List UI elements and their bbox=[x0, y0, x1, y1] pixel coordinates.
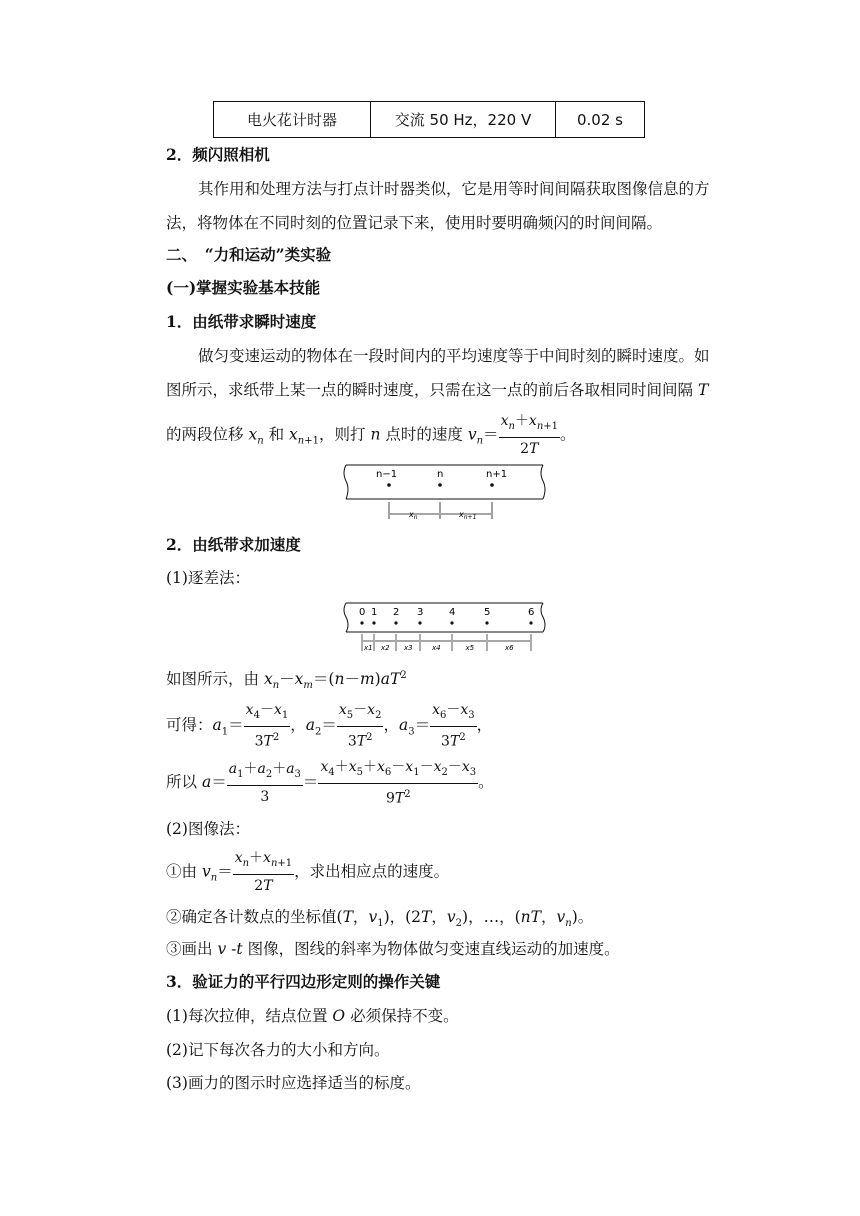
velocity-formula: $\frac{x_n+x_{n+1}}{2T}$ bbox=[500, 413, 559, 457]
paragraph-line: 的两段位移 $x_n$ 和 $x_{n+1}$，则打 n 点时的速度 $v_n=$ $\frac{x_n+x_{n+1}}{2T}$ 。 bbox=[166, 411, 576, 460]
segment-label: $x_{n+1}$ bbox=[459, 510, 477, 521]
timer-name-cell: 电火花计时器 bbox=[214, 102, 371, 138]
paragraph-line: 做匀变速运动的物体在一段时间内的平均速度等于中间时刻的瞬时速度。如 bbox=[198, 347, 710, 365]
section-title-camera: 2．频闪照相机 bbox=[166, 145, 270, 164]
tape-dot bbox=[372, 621, 375, 624]
point-label: 2 bbox=[393, 607, 400, 618]
tape-dot bbox=[438, 483, 442, 487]
point-label: 3 bbox=[417, 607, 424, 618]
segment-label: x1 bbox=[364, 644, 373, 652]
tape-dot bbox=[490, 483, 494, 487]
step-line: ②确定各计数点的坐标值(T，$v_1$)，(2T，$v_2$)，…，(nT，$v_n$)。 bbox=[166, 908, 594, 930]
list-item: (3)画力的图示时应选择适当的标度。 bbox=[166, 1074, 421, 1092]
power-cell: 交流 50 Hz，220 V bbox=[371, 102, 556, 138]
section-title-parallelogram: 3．验证力的平行四边形定则的操作关键 bbox=[166, 972, 441, 991]
point-label: n−1 bbox=[376, 469, 398, 480]
tape-dot bbox=[450, 621, 453, 624]
point-label: 4 bbox=[449, 607, 456, 618]
paragraph-line: 其作用和处理方法与打点计时器类似，它是用等时间间隔获取图像信息的方 bbox=[198, 180, 710, 198]
tape-diagram-successive-difference bbox=[342, 599, 547, 657]
segment-label: x4 bbox=[432, 644, 441, 652]
period-cell: 0.02 s bbox=[556, 102, 645, 138]
point-label: 6 bbox=[528, 607, 535, 618]
section-title-acceleration: 2．由纸带求加速度 bbox=[166, 535, 301, 554]
part-title: 二、 “力和运动”类实验 bbox=[166, 245, 332, 264]
section-title-instant-velocity: 1．由纸带求瞬时速度 bbox=[166, 312, 317, 331]
tape-dot bbox=[394, 621, 397, 624]
segment-label: x5 bbox=[465, 644, 475, 652]
point-label: 5 bbox=[484, 607, 491, 618]
step-line: ③画出 v -t 图像，图线的斜率为物体做匀变速直线运动的加速度。 bbox=[166, 940, 620, 958]
segment-label: $x_n$ bbox=[409, 510, 418, 521]
list-item: (1)每次拉伸，结点位置 O 必须保持不变。 bbox=[166, 1007, 459, 1025]
segment-label: x6 bbox=[505, 644, 514, 652]
tape-diagram-instant bbox=[342, 461, 547, 523]
subsection-title: (一)掌握实验基本技能 bbox=[166, 278, 321, 297]
point-label: n+1 bbox=[486, 469, 508, 480]
equation-line: 可得：$a_1=$ $\frac{x_4-x_1}{3T^2}$ ，$a_2=$ $\frac{x_5-x_2}{3T^2}$ ，$a_3=$ $\frac{x_6-x_3}{3T^2}$ ， bbox=[166, 702, 493, 750]
table-row bbox=[214, 102, 645, 138]
equation-line: 如图所示，由 $x_n-x_m=(n-m)aT^2$ bbox=[166, 669, 407, 692]
paragraph-line: 图所示，求纸带上某一点的瞬时速度，只需在这一点的前后各取相同时间间隔 T bbox=[166, 381, 709, 399]
tape-dot bbox=[485, 621, 488, 624]
paragraph-line: 法，将物体在不同时刻的位置记录下来，使用时要明确频闪的时间间隔。 bbox=[166, 214, 663, 232]
tape-dot bbox=[418, 621, 421, 624]
point-label: 1 bbox=[371, 607, 378, 618]
tape-dot bbox=[387, 483, 391, 487]
equation-line: 所以 a＝ $\frac{a_1+a_2+a_3}{3}$ ＝ $\frac{x_4+x_5+x_6-x_1-x_2-x_3}{9T^2}$ 。 bbox=[166, 759, 494, 807]
tape-dot bbox=[360, 621, 363, 624]
method-label: (2)图像法： bbox=[166, 820, 250, 838]
point-label: n bbox=[437, 469, 444, 480]
tape-dot bbox=[529, 621, 532, 624]
list-item: (2)记下每次各力的大小和方向。 bbox=[166, 1041, 390, 1059]
point-label: 0 bbox=[359, 607, 366, 618]
timer-spec-table bbox=[213, 101, 645, 138]
step-line: ①由 $v_n=$ $\frac{x_n+x_{n+1}}{2T}$ ，求出相应点的速度。 bbox=[166, 850, 450, 894]
segment-label: x2 bbox=[381, 644, 390, 652]
segment-label: x3 bbox=[404, 644, 413, 652]
method-label: (1)逐差法： bbox=[166, 569, 250, 587]
